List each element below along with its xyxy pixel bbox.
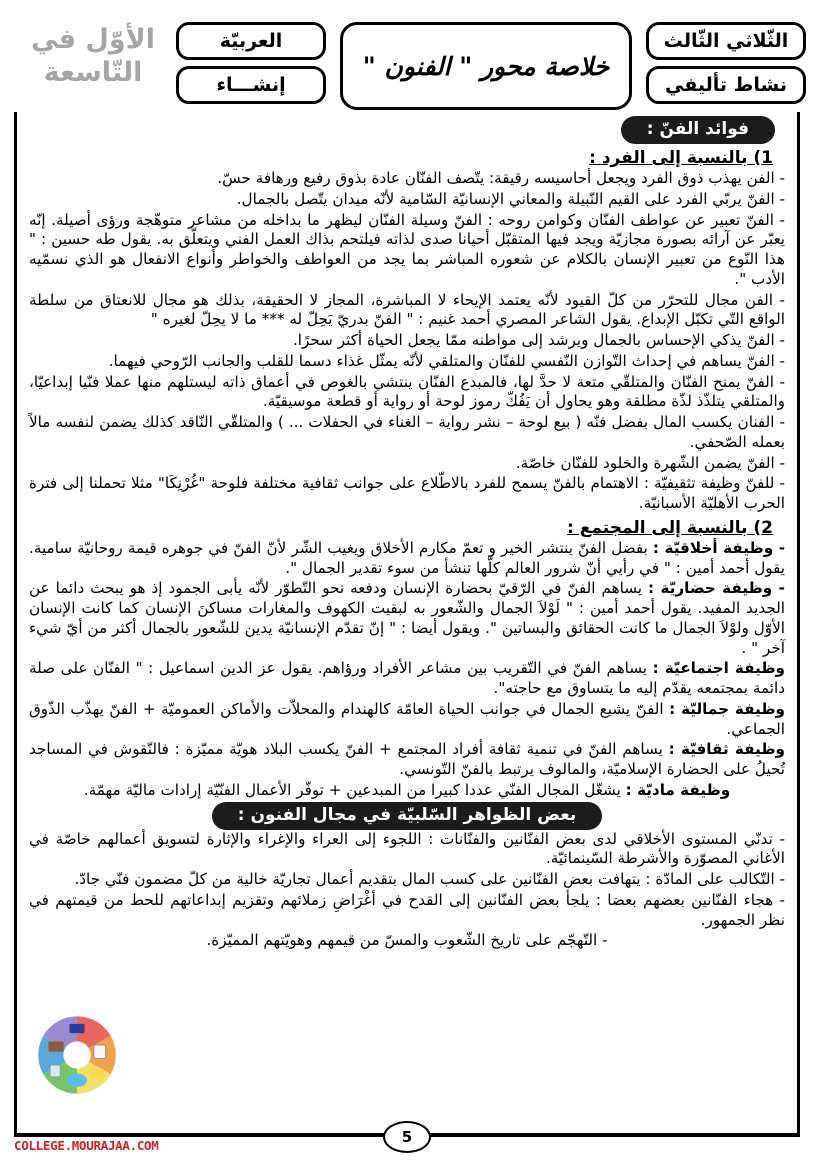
function-label: - وظيفة حضاريّة :: [647, 579, 785, 598]
level-line-2: التّاسعة: [43, 57, 143, 89]
body-line: - التّهجّم على تاريخ الشّعوب والمسّ من قيمهم وهويّتهم المميّزة.: [206, 931, 608, 950]
level-line-1: الأوّل في: [31, 24, 155, 55]
section-banner-negatives: بعض الظواهر السّلبيّة في مجال الفنون :: [212, 802, 603, 830]
subject-stack: [176, 22, 326, 104]
function-text: الفنّ يشيع الجمال في جوانب الحياة العامّة كالهندام والمحلاّت والأماكن العموميّة + الفنّ يهذّب الذّوق الجماعي.: [29, 699, 785, 738]
term-badge: الثّلاثي الثّالث: [646, 22, 806, 60]
function-item: [27, 781, 787, 801]
section-banner-benefits: فوائد الفنّ :: [621, 116, 775, 144]
body-line: - تدنّي المستوى الأخلاقي لدى بعض الفنّانين والفنّانات : اللجوء إلى العراء والإغراء والإثارة لتسويق أعمالهم خاصّة في الأغاني المصوّرة والأشرطة السّينمائيّة.: [29, 829, 785, 868]
body-line: - الفنّ يساهم في إحداث التّوازن النّفسي للفنّان والمتلقي لأنّه يمثّل غذاء دسما للقلب والجانب الرّوحي فيهما.: [108, 351, 785, 370]
function-label: وظيفة جماليّة :: [669, 699, 785, 718]
page-footer: [0, 1128, 814, 1168]
function-text: يشغّل المجال الفنّي عددا كبيرا من المبدعين + توفّر الأعمال الفنّيّة إرادات ماليّة مهمّة.: [83, 780, 626, 799]
body-line: - الفنّ يذكي الإحساس بالجمال ويرشد إلى مواطنه ممّا يجعل الحياة أكثر سحرًا.: [292, 331, 785, 349]
function-label: وظيفة اجتماعيّة :: [652, 659, 785, 678]
body-line: - الفنّ يربّي الفرد على القيم النّبيلة والمعاني الإنسانيّة السّامية لأنّه ميدان يتّصل بالجمال.: [236, 189, 785, 208]
activity-badge: نشاط تأليفي: [646, 66, 806, 104]
body-line: - الفنّ تعبير عن عواطف الفنّان وكوامن روحه : الفنّ وسيلة الفنّان ليظهر ما بداخله من مشاعر متوهّجة ورؤى أصيلة. إنّه يعبّر عن آرائه بصورة مجازيّة ويجد فيها المتقبّل أحيانا صدى لذاته فيلتحم بذاك العمل الفني ويتعلّق به. يقول طه حسين : " هذا النّوع من تعبير الإنسان بالكلام عن شعوره المباشر بما يجد من العواطف والخواطر وأنواع الانفعال هو الذي نسمّيه الأدب ".: [29, 210, 785, 288]
banner-row-benefits: [27, 116, 787, 144]
function-label: وظيفة ثقافيّة :: [668, 740, 785, 759]
term-stack: [646, 22, 806, 104]
function-item: [27, 539, 787, 579]
subject-badge: العربيّة: [176, 22, 326, 60]
function-label: - وظيفة أخلاقيّة :: [652, 538, 785, 557]
subheading-individual: 1) بالنسبة إلى الفرد :: [589, 148, 773, 168]
subheading-society: 2) بالنسبة إلى المجتمع :: [567, 517, 773, 538]
function-item: [27, 700, 787, 740]
body-line: - التّكالب على المادّة : يتهافت بعض الفنّانين على كسب المال بتقديم أعمال تجاريّة خالية من كلّ مضمون فنّي جادّ.: [74, 870, 785, 888]
function-text: بفضل الفنّ ينتشر الخير و تعمّ مكارم الأخلاق ويغيب الشّر لأنّ الفنّ في جوهره قيمة روحانيّة سامية. يقول أحمد أمين : " في رأيي أنّ شرور العالم كلّها تنشأ من سوء تقدير الجمال ".: [29, 538, 785, 577]
function-text: يساهم الفنّ في التّقريب بين مشاعر الأفراد ورؤاهم. يقول عز الدين اسماعيل : " الفنّان على صلة دائمة بمجتمعه يقدّم إليه ما يتساوق مع حاجته".: [29, 659, 785, 697]
page-title: خلاصة محور " الفنون ": [362, 51, 610, 81]
activity-type-badge: إنشـــاء: [176, 66, 326, 104]
function-text: يساهم الفنّ في الرّقيّ بحضارة الإنسان ودفعه نحو التّطوّر لأنّه يأبى الجمود إذ هو يبحث دائما عن الجديد المفيد. يقول أحمد أمين : " لَوْلاَ الجمال والشّعور به لبقيت الكهوف والمغارات مساكنَ الإنسان كما كانت الإنسان الأوّل ولوْلاَ الجمال ما كانت الحقائق والبساتين ". ويقول أيضا : " إنّ تقدّم الإنسانيّة يدين للشّعور بالجمال أكثر من أيّ شيء آخر " .: [29, 579, 785, 657]
banner-row-negatives: [27, 802, 787, 830]
function-text: يساهم الفنّ في تنمية ثقافة أفراد المجتمع + الفنّ يكسب البلاد هويّة مميّزة : فالنّقوش في المساجد تُحيلُ على الحضارة الإسلاميّة، والمالوف يرتبط بالفنّ التّونسي.: [29, 740, 785, 778]
body-line: - الفنّ يمنح الفنّان والمتلقّي متعة لا حدَّ لها، فالمبدع الفنّان ينتشي بالغوص في أعماق ذاته ليستلهم منها عملا فنّيا إبداعيّا، والمتلقي يتلذّذ لذّة مطلقة وهو يحاول أن يَفُكّ رموز لوحة أو رواية أو قطعة موسيقيّة.: [29, 372, 785, 411]
function-item: [27, 579, 787, 658]
site-watermark: COLLEGE.MOURAJAA.COM: [14, 1138, 159, 1153]
page-number: 5: [383, 1121, 431, 1153]
function-label: وظيفة ماديّة :: [625, 780, 731, 799]
content-frame: [14, 112, 800, 1136]
document-title-box: [340, 22, 632, 110]
body-line: - هجاء الفنّانين بعضهم بعضا : يلجأ بعض الفنّانين إلى القدح في أغْرَاضِ زملائهم وتقزيم إبداعاتهم للحط من قيمتهم في نظر الجمهور.: [29, 890, 785, 929]
function-item: [27, 659, 787, 699]
body-line: - الفن يهذب ذوق الفرد ويجعل أحاسيسه رقيقة: يتّصف الفنّان عادة بذوق رفيع ورهافة حسّ.: [217, 169, 785, 187]
body-line: - للفنّ وظيفة تثقيفيّة : الاهتمام بالفنّ يسمح للفرد بالاطّلاع على جوانب ثقافية مختلفة فلوحة "غُرْنِكَا" مثلا تحملنا إلى فترة الحرب الأهليّة الأسبانيّة.: [29, 474, 785, 512]
watermark-level-text: [18, 22, 168, 88]
education-wheel-logo: [35, 1013, 119, 1097]
body-line: - الفن مجال للتحرّر من كلّ القيود لأنّه يعتمد الإيحاء لا المباشرة، المجاز لا الحقيقة، بذلك هو مجال للانعتاق من سلطة الواقع التّي تكبّل الإبداع. يقول الشاعر المصري أحمد غنيم : " الفنّ بدريّ يَحِلّ له *** ما لا يحِلّ لغيره ": [29, 290, 785, 329]
function-item: [27, 740, 787, 780]
body-line: - الفنّ يضمن الشّهرة والخلود للفنّان خاصّة.: [515, 453, 785, 472]
body-line: - الفنان يكسب المال بفضل فنّه ( بيع لوحة – نشر رواية – الغناء في الحفلات ... ) والمتلقّي النّاقد كذلك يضمن لنفسه مالاً بعمله الصّحفي.: [29, 413, 785, 451]
page-header: [0, 0, 814, 112]
